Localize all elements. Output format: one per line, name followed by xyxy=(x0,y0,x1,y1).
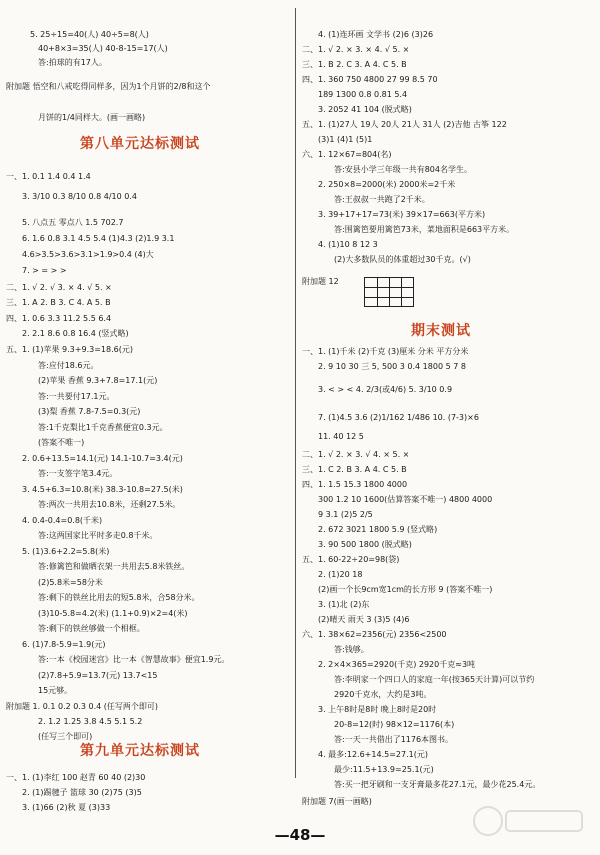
line-l29: 答:修篱笆和做晒衣架一共用去5.8米铁丝。 xyxy=(38,562,190,571)
line-r19: 3. < > < 4. 2/3(或4/6) 5. 3/10 0.9 xyxy=(318,385,453,394)
line-r7: (3)1 (4)1 (5)1 xyxy=(318,135,373,144)
line-r16: 附加题 12 xyxy=(302,277,339,286)
line-r31: (2)画一个长9cm宽1cm的长方形 9 (答案不唯一) xyxy=(318,585,493,594)
line-r21: 11. 40 12 5 xyxy=(318,432,364,441)
line-l10: 7. > = > > xyxy=(22,266,67,275)
line-r42: 4. 最多:12.6+14.5=27.1(元) xyxy=(318,750,428,759)
line-l19: (3)梨 香蕉 7.8-7.5=0.3(元) xyxy=(38,407,141,416)
line-l17: (2)苹果 香蕉 9.3+7.8=17.1(元) xyxy=(38,376,158,385)
line-r17: 一、1. (1)千米 (2)千克 (3)厘米 分米 平方分米 xyxy=(302,347,469,356)
line-r39: 3. 上午8时是8时 晚上8时是20时 xyxy=(318,705,437,714)
line-r30: 2. (1)20 18 xyxy=(318,570,363,579)
column-divider xyxy=(295,8,296,778)
line-l0: 5. 25÷15=40(人) 40÷5=8(人) xyxy=(30,30,149,39)
line-r1: 二、1. √ 2. × 3. × 4. √ 5. × xyxy=(302,45,410,54)
line-l20: 答:1千克梨比1千克香蕉便宜0.3元。 xyxy=(38,423,168,432)
page-number: —48— xyxy=(274,826,326,844)
line-l4: 月饼的1/4同样大。(画一画略) xyxy=(38,113,146,122)
line-l26: 4. 0.4-0.4=0.8(千米) xyxy=(22,516,103,525)
line-r38: 2920千克水，大约是3吨。 xyxy=(334,690,432,699)
line-r34: 六、1. 38×62=2356(元) 2356<2500 xyxy=(302,630,447,639)
line-l27: 答:这两国家比平时多走0.8千米。 xyxy=(38,531,158,540)
line-r37: 答:李明家一个四口人的家庭一年(按365天计算)可以节约 xyxy=(334,675,535,684)
line-l14: 2. 2.1 8.6 0.8 16.4 (竖式略) xyxy=(22,329,129,338)
line-l30: (2)5.8米=58分米 xyxy=(38,578,103,587)
line-l35: 答:一本《校园迷宫》比一本《智慧故事》便宜1.9元。 xyxy=(38,655,230,664)
line-r8: 六、1. 12×67=804(名) xyxy=(302,150,392,159)
line-r13: 答:围篱笆要用篱笆73米，菜地面积是663平方米。 xyxy=(334,225,515,234)
line-r40: 20-8=12(时) 98×12=1176(本) xyxy=(334,720,455,729)
line-r11: 答:王叔叔一共跑了2千米。 xyxy=(334,195,430,204)
section-title-final: 期末测试 xyxy=(411,323,471,339)
line-l7: 5. 八点五 零点八 1.5 702.7 xyxy=(22,218,124,227)
line-l12: 三、1. A 2. B 3. C 4. A 5. B xyxy=(6,298,111,307)
line-r18: 2. 9 10 30 三 5, 500 3 0.4 1800 5 7 8 xyxy=(318,362,466,371)
line-l34: 6. (1)7.8-5.9=1.9(元) xyxy=(22,640,106,649)
line-l28: 5. (1)3.6+2.2=5.8(米) xyxy=(22,547,110,556)
line-r44: 答:买一把牙刷和一支牙膏最多花27.1元，最少花25.4元。 xyxy=(334,780,541,789)
line-r2: 三、1. B 2. C 3. A 4. C 5. B xyxy=(302,60,407,69)
line-r28: 3. 90 500 1800 (脱式略) xyxy=(318,540,412,549)
line-l6: 3. 3/10 0.3 8/10 0.8 4/10 0.4 xyxy=(22,192,137,201)
line-l24: 3. 4.5+6.3=10.8(米) 38.3-10.8=27.5(米) xyxy=(22,485,183,494)
line-r23: 三、1. C 2. B 3. A 4. C 5. B xyxy=(302,465,407,474)
line-r14: 4. (1)10 8 12 3 xyxy=(318,240,378,249)
line-r36: 2. 2×4×365=2920(千克) 2920千克≈3吨 xyxy=(318,660,476,669)
section-title-unit8: 第八单元达标测试 xyxy=(80,136,200,152)
line-r24: 四、1. 1.5 15.3 1800 4000 xyxy=(302,480,408,489)
section-title-unit9: 第九单元达标测试 xyxy=(80,743,200,759)
line-l25: 答:两次一共用去10.8米，还剩27.5米。 xyxy=(38,500,181,509)
line-l16: 答:应付18.6元。 xyxy=(38,361,99,370)
line-r35: 答:钱够。 xyxy=(334,645,369,654)
line-l21: (答案不唯一) xyxy=(38,438,85,447)
line-r6: 五、1. (1)27人 19人 20人 21人 31人 (2)吉他 古筝 122 xyxy=(302,120,507,129)
line-r0: 4. (1)连环画 文学书 (2)6 (3)26 xyxy=(318,30,434,39)
line-l15: 五、1. (1)苹果 9.3+9.3=18.6(元) xyxy=(6,345,133,354)
line-l1: 40+8×3=35(人) 40-8-15=17(人) xyxy=(38,44,168,53)
line-r9: 答:安县小学三年级一共有804名学生。 xyxy=(334,165,472,174)
line-l41: 一、1. (1)李红 100 赵青 60 40 (2)30 xyxy=(6,773,146,782)
line-l18: 答:一共要付17.1元。 xyxy=(38,392,115,401)
line-l43: 3. (1)66 (2)秋 夏 (3)33 xyxy=(22,803,111,812)
line-l42: 2. (1)踢毽子 篮球 30 (2)75 (3)5 xyxy=(22,788,142,797)
line-r29: 五、1. 60-22÷20=98(袋) xyxy=(302,555,400,564)
line-r5: 3. 2052 41 104 (脱式略) xyxy=(318,105,412,114)
line-l37: 15元够。 xyxy=(38,686,73,695)
line-r43: 最少:11.5+13.9=25.1(元) xyxy=(334,765,434,774)
line-r25: 300 1.2 10 1600(估算答案不唯一) 4800 4000 xyxy=(318,495,493,504)
line-l32: (3)10-5.8=4.2(米) (1.1+0.9)×2=4(米) xyxy=(38,609,188,618)
line-l31: 答:剩下的铁丝比用去的短5.8米，合58分米。 xyxy=(38,593,200,602)
line-r27: 2. 672 3021 1800 5.9 (竖式略) xyxy=(318,525,438,534)
line-r15: (2)大多数队员的体重超过30千克。(√) xyxy=(334,255,471,264)
line-l36: (2)7.8+5.9=13.7(元) 13.7<15 xyxy=(38,671,158,680)
line-l3: 附加题 悟空和八戒吃得同样多，因为1个月饼的2/8和这个 xyxy=(6,82,211,91)
line-l13: 四、1. 0.6 3.3 11.2 5.5 6.4 xyxy=(6,314,112,323)
line-r26: 9 3.1 (2)5 2/5 xyxy=(318,510,373,519)
line-l11: 二、1. √ 2. √ 3. × 4. √ 5. × xyxy=(6,283,112,292)
line-r45: 附加题 7(画一画略) xyxy=(302,797,372,806)
line-r20: 7. (1)4.5 3.6 (2)1/162 1/486 10. (7-3)×6 xyxy=(318,413,479,422)
watermark-logo xyxy=(470,801,590,841)
line-l5: 一、1. 0.1 1.4 0.4 1.4 xyxy=(6,172,91,181)
line-r41: 答:一天一共借出了1176本图书。 xyxy=(334,735,454,744)
answer-grid-figure xyxy=(364,277,414,307)
line-r4: 189 1300 0.8 0.81 5.4 xyxy=(318,90,408,99)
line-l39: 2. 1.2 1.25 3.8 4.5 5.1 5.2 xyxy=(38,717,143,726)
line-l33: 答:剩下的铁丝够做一个相框。 xyxy=(38,624,145,633)
line-r12: 3. 39+17+17=73(米) 39×17=663(平方米) xyxy=(318,210,486,219)
line-r3: 四、1. 360 750 4800 27 99 8.5 70 xyxy=(302,75,438,84)
line-r32: 3. (1)北 (2)东 xyxy=(318,600,370,609)
line-r10: 2. 250×8=2000(米) 2000米=2千米 xyxy=(318,180,456,189)
line-r22: 二、1. √ 2. × 3. √ 4. × 5. × xyxy=(302,450,410,459)
line-l8: 6. 1.6 0.8 3.1 4.5 5.4 (1)4.3 (2)1.9 3.1 xyxy=(22,234,175,243)
line-l22: 2. 0.6+13.5=14.1(元) 14.1-10.7=3.4(元) xyxy=(22,454,183,463)
line-l23: 答:一支签字笔3.4元。 xyxy=(38,469,118,478)
line-l38: 附加题 1. 0.1 0.2 0.3 0.4 (任写两个即可) xyxy=(6,702,159,711)
line-l2: 答:拍球的有17人。 xyxy=(38,58,107,67)
line-l9: 4.6>3.5>3.6>3.1>1.9>0.4 (4)大 xyxy=(22,250,154,259)
line-r33: (2)晴天 雨天 3 (3)5 (4)6 xyxy=(318,615,410,624)
line-l40: (任写三个即可) xyxy=(38,732,93,741)
